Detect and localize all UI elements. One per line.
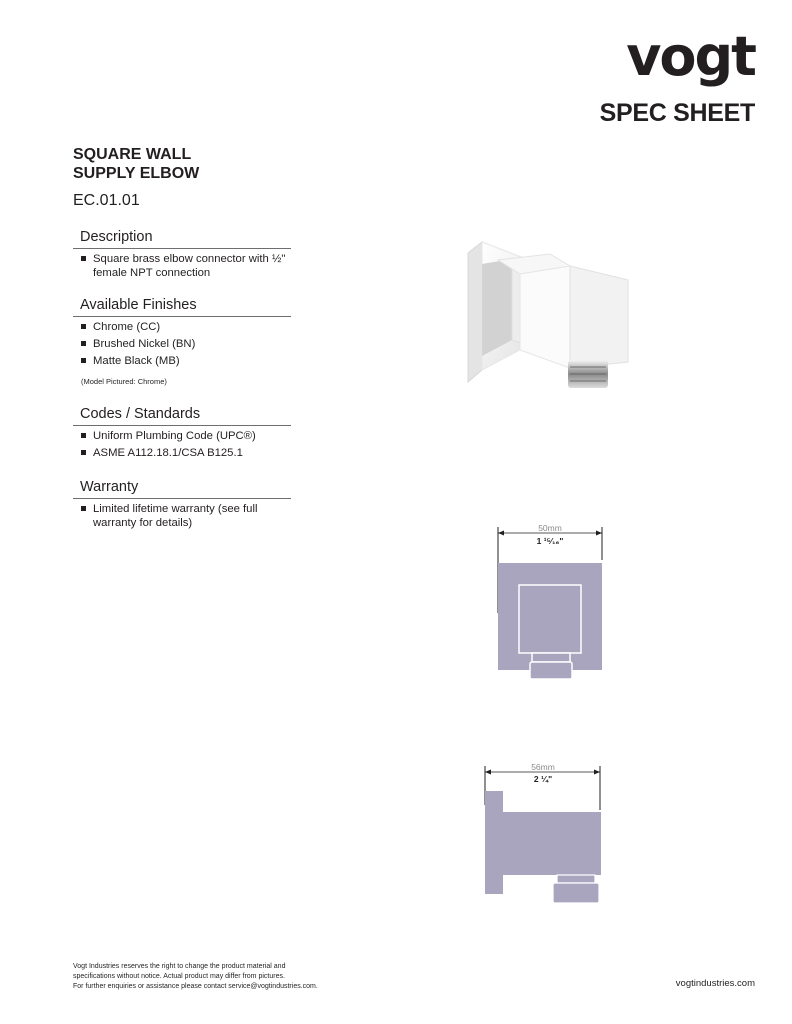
finishes-heading: Available Finishes bbox=[73, 297, 291, 317]
footer-line: specifications without notice. Actual product may differ from pictures. bbox=[73, 973, 285, 980]
warranty-section bbox=[73, 479, 291, 530]
finish-item: Chrome (CC) bbox=[81, 320, 291, 334]
finish-item: Brushed Nickel (BN) bbox=[81, 337, 291, 351]
footer-line: Vogt Industries reserves the right to change the product material and bbox=[73, 963, 286, 970]
product-title-line-1: SQUARE WALL bbox=[73, 146, 192, 163]
warranty-heading: Warranty bbox=[73, 479, 291, 499]
product-title-line-2: SUPPLY ELBOW bbox=[73, 165, 200, 182]
codes-section bbox=[73, 406, 291, 460]
product-photo bbox=[460, 238, 640, 394]
description-list bbox=[73, 252, 291, 280]
finishes-list bbox=[73, 320, 291, 368]
description-section bbox=[73, 229, 291, 280]
product-code: EC.01.01 bbox=[73, 192, 140, 209]
warranty-list bbox=[73, 502, 291, 530]
finishes-section bbox=[73, 297, 291, 386]
codes-list bbox=[73, 429, 291, 460]
front-dimension-mm: 50mm bbox=[538, 523, 562, 533]
front-dimension-inch: 1 ¹⁵⁄₁₆" bbox=[536, 536, 564, 546]
spec-sheet-title: SPEC SHEET bbox=[599, 99, 755, 127]
side-dimension-inch: 2 ¼" bbox=[533, 774, 553, 784]
description-heading: Description bbox=[73, 229, 291, 249]
code-item: Uniform Plumbing Code (UPC®) bbox=[81, 429, 291, 443]
footer-line: For further enquiries or assistance please contact service@vogtindustries.com. bbox=[73, 983, 318, 990]
product-title bbox=[73, 145, 313, 183]
website-link[interactable]: vogtindustries.com bbox=[675, 978, 755, 989]
model-pictured-note: (Model Pictured: Chrome) bbox=[81, 377, 167, 386]
warranty-item: Limited lifetime warranty (see full warranty for details) bbox=[81, 502, 291, 530]
vogt-logo: vogt bbox=[626, 25, 755, 88]
finish-item: Matte Black (MB) bbox=[81, 354, 291, 368]
codes-heading: Codes / Standards bbox=[73, 406, 291, 426]
side-dimension-mm: 56mm bbox=[531, 762, 555, 772]
footer-disclaimer bbox=[73, 962, 373, 992]
code-item: ASME A112.18.1/CSA B125.1 bbox=[81, 446, 291, 460]
description-item: Square brass elbow connector with ½" female NPT connection bbox=[81, 252, 291, 280]
